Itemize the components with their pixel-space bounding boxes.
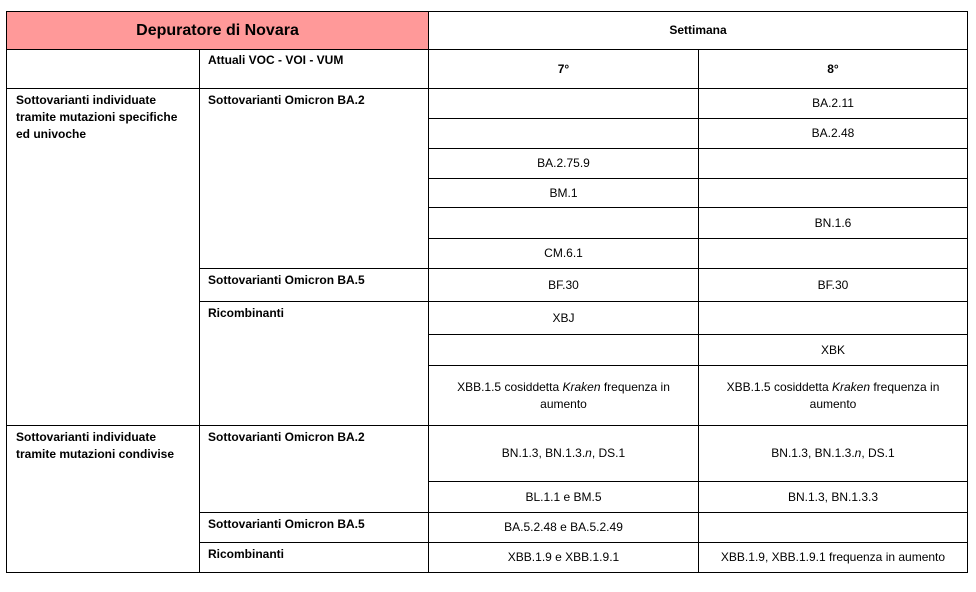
section-shared-label: Sottovarianti individuate tramite mutazioni condivise (7, 426, 200, 573)
table-cell (429, 208, 699, 239)
current-variants-label: Attuali VOC - VOI - VUM (200, 50, 429, 89)
table-cell: BA.2.48 (699, 119, 968, 149)
week-header: Settimana (429, 12, 968, 50)
table-cell: BF.30 (429, 269, 699, 302)
table-cell (429, 335, 699, 366)
table-cell: BA.2.75.9 (429, 149, 699, 179)
cell-text-italic: n (585, 446, 592, 460)
table-cell: XBB.1.9, XBB.1.9.1 frequenza in aumento (699, 543, 968, 573)
table-cell: BN.1.3, BN.1.3.3 (699, 482, 968, 513)
variants-table (6, 11, 968, 573)
week-8-header: 8° (699, 50, 968, 89)
cell-text: BN.1.3, BN.1.3. (501, 446, 586, 460)
table-cell: XBK (699, 335, 968, 366)
table-cell: BF.30 (699, 269, 968, 302)
table-cell (699, 149, 968, 179)
table-cell: CM.6.1 (429, 239, 699, 269)
table-cell (699, 239, 968, 269)
table-cell: BA.5.2.48 e BA.5.2.49 (429, 513, 699, 543)
cell-text: frequenza in aumento (809, 379, 940, 411)
cell-text: XBB.1.5 cosiddetta (457, 379, 563, 394)
subvariant-ba2-label-shared: Sottovarianti Omicron BA.2 (200, 426, 429, 513)
subvariant-ba2-label: Sottovarianti Omicron BA.2 (200, 89, 429, 269)
table-cell: BN.1.6 (699, 208, 968, 239)
kraken-cell-week-7 (429, 366, 699, 426)
table-cell: XBJ (429, 302, 699, 335)
cell-text-italic: n (854, 446, 862, 460)
table-cell: BL.1.1 e BM.5 (429, 482, 699, 513)
cell-text: , DS.1 (591, 446, 626, 460)
week-7-header: 7° (429, 50, 699, 89)
cell-text-italic: Kraken (831, 379, 871, 394)
recombinants-label: Ricombinanti (200, 302, 429, 426)
table-cell: BM.1 (429, 179, 699, 208)
empty-corner (7, 50, 200, 89)
kraken-cell-week-8 (699, 366, 968, 426)
table-cell (699, 513, 968, 543)
table-cell (429, 89, 699, 119)
table-cell (699, 179, 968, 208)
cell-text: BN.1.3, BN.1.3. (771, 446, 855, 460)
cell-text: XBB.1.5 cosiddetta (726, 379, 832, 394)
subvariant-ba5-label-shared: Sottovarianti Omicron BA.5 (200, 513, 429, 543)
table-title: Depuratore di Novara (7, 12, 429, 50)
table-cell (699, 302, 968, 335)
subvariant-ba5-label: Sottovarianti Omicron BA.5 (200, 269, 429, 302)
table-cell (429, 119, 699, 149)
bn13-cell-week-8 (699, 426, 968, 482)
cell-text: , DS.1 (861, 446, 895, 460)
table-cell: XBB.1.9 e XBB.1.9.1 (429, 543, 699, 573)
cell-text: frequenza in aumento (540, 379, 670, 411)
table-cell: BA.2.11 (699, 89, 968, 119)
cell-text-italic: Kraken (562, 379, 601, 394)
recombinants-label-shared: Ricombinanti (200, 543, 429, 573)
bn13-cell-week-7 (429, 426, 699, 482)
section-specific-label: Sottovarianti individuate tramite mutazioni specifiche ed univoche (7, 89, 200, 426)
